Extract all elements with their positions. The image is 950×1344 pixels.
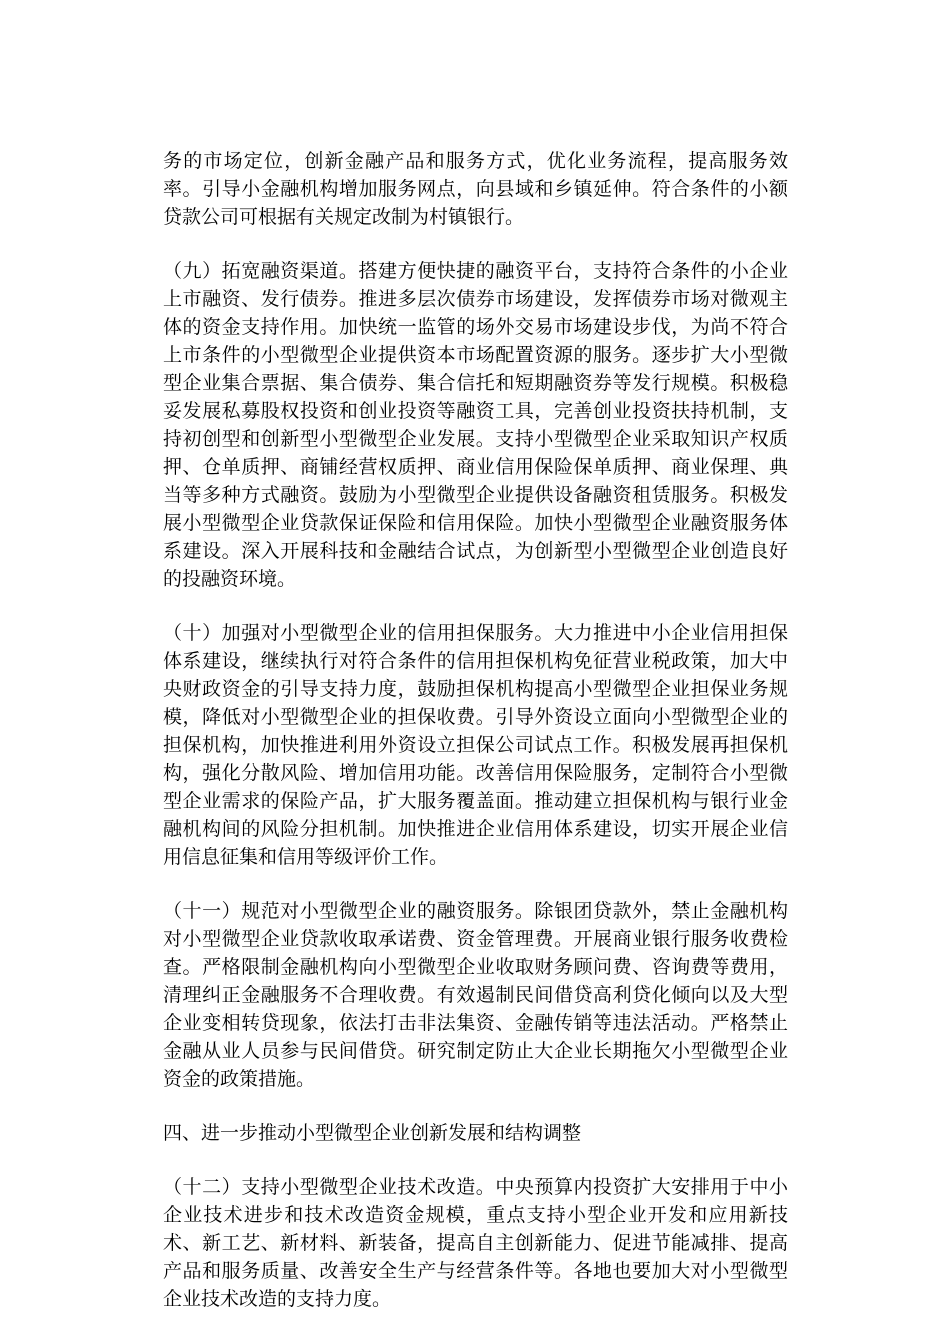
paragraph-market-positioning: 务的市场定位，创新金融产品和服务方式，优化业务流程，提高服务效率。引导小金融机构增加服务网点，向县域和乡镇延伸。符合条件的小额贷款公司可根据有关规定改制为村镇银行。 <box>163 150 788 228</box>
paragraph-spacer <box>163 871 788 897</box>
paragraph-spacer <box>163 593 788 619</box>
document-body <box>163 147 788 1313</box>
section-heading: 四、进一步推动小型微型企业创新发展和结构调整 <box>163 1122 582 1144</box>
paragraph-financing-channels: （九）拓宽融资渠道。搭建方便快捷的融资平台，支持符合条件的小企业上市融资、发行债券。推进多层次债券市场建设，发挥债券市场对微观主体的资金支持作用。加快统一监管的场外交易市场建设步伐，为尚不符合上市条件的小型微型企业提供资本市场配置资源的服务。逐步扩大小型微型企业集合票据、集合债券、集合信托和短期融资券等发行规模。积极稳妥发展私募股权投资和创业投资等融资工具，完善创业投资扶持机制，支持初创型和创新型小型微型企业发展。支持小型微型企业采取知识产权质押、仓单质押、商铺经营权质押、商业信用保险保单质押、商业保理、典当等多种方式融资。鼓励为小型微型企业提供设备融资租赁服务。积极发展小型微型企业贷款保证保险和信用保险。加快小型微型企业融资服务体系建设。深入开展科技和金融结合试点，为创新型小型微型企业创造良好的投融资环境。 <box>163 260 788 590</box>
paragraph-spacer <box>163 1147 788 1173</box>
paragraph-spacer <box>163 1093 788 1119</box>
paragraph-spacer <box>163 231 788 257</box>
paragraph-financing-services: （十一）规范对小型微型企业的融资服务。除银团贷款外，禁止金融机构对小型微型企业贷款收取承诺费、资金管理费。开展商业银行服务收费检查。严格限制金融机构向小型微型企业收取财务顾问费、咨询费等费用，清理纠正金融服务不合理收费。有效遏制民间借贷高利贷化倾向以及大型企业变相转贷现象，依法打击非法集资、金融传销等违法活动。严格禁止金融从业人员参与民间借贷。研究制定防止大企业长期拖欠小型微型企业资金的政策措施。 <box>163 900 788 1090</box>
paragraph-technical-transformation: （十二）支持小型微型企业技术改造。中央预算内投资扩大安排用于中小企业技术进步和技术改造资金规模，重点支持小型企业开发和应用新技术、新工艺、新材料、新装备，提高自主创新能力、促进节能减排、提高产品和服务质量、改善安全生产与经营条件等。各地也要加大对小型微型企业技术改造的支持力度。 <box>163 1176 788 1310</box>
paragraph-credit-guarantee: （十）加强对小型微型企业的信用担保服务。大力推进中小企业信用担保体系建设，继续执行对符合条件的信用担保机构免征营业税政策，加大中央财政资金的引导支持力度，鼓励担保机构提高小型微型企业担保业务规模，降低对小型微型企业的担保收费。引导外资设立面向小型微型企业的担保机构，加快推进利用外资设立担保公司试点工作。积极发展再担保机构，强化分散风险、增加信用功能。改善信用保险服务，定制符合小型微型企业需求的保险产品，扩大服务覆盖面。推动建立担保机构与银行业金融机构间的风险分担机制。加快推进企业信用体系建设，切实开展企业信用信息征集和信用等级评价工作。 <box>163 622 788 868</box>
